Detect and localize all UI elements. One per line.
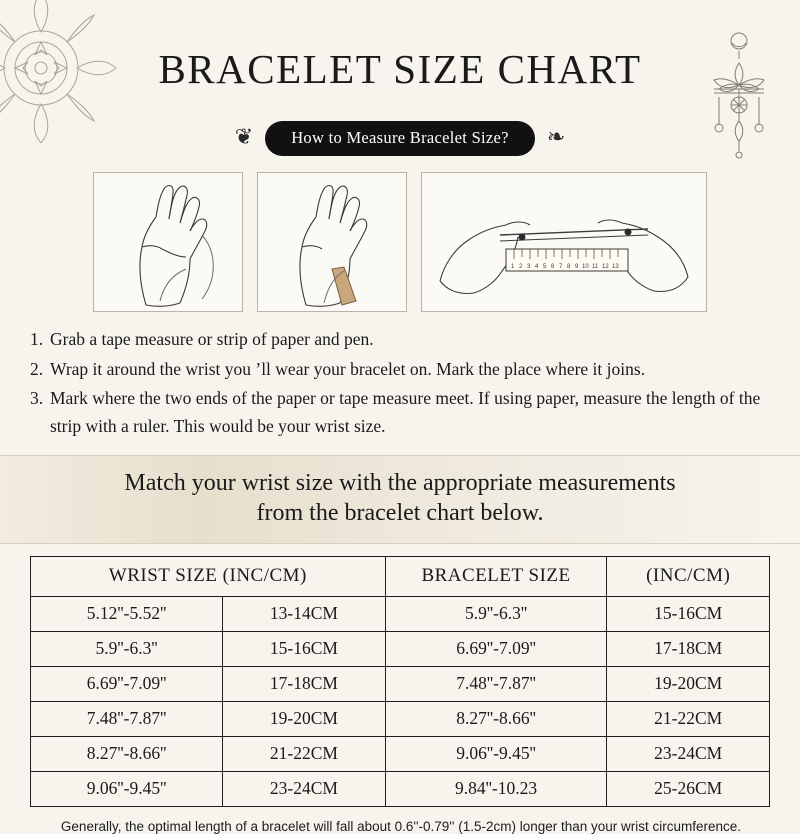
instruction-images xyxy=(0,172,800,312)
table-row xyxy=(31,596,770,631)
banner-line-2: from the bracelet chart below. xyxy=(256,500,544,527)
cell-wrist-inch: 5.12''-5.52'' xyxy=(31,596,223,631)
size-chart-page xyxy=(0,27,800,834)
photo-hand-with-tape-measure xyxy=(93,172,243,312)
svg-text:8: 8 xyxy=(567,263,571,270)
step-text: Wrap it around the wrist you ʼll wear your bracelet on. Mark the place where it joins. xyxy=(50,358,646,379)
match-size-banner xyxy=(0,455,800,544)
footnote: Generally, the optimal length of a bracelet will fall about 0.6''-0.79'' (1.5-2cm) longer than your wrist circumference. xyxy=(60,818,742,834)
subtitle-row xyxy=(0,121,800,156)
cell-bracelet-inch: 9.84''-10.23 xyxy=(385,771,607,806)
table-row xyxy=(31,736,770,771)
cell-bracelet-inch: 8.27''-8.66'' xyxy=(385,701,607,736)
step-item xyxy=(30,356,772,384)
flourish-right-icon: ❧ xyxy=(546,125,566,151)
size-table-wrapper xyxy=(30,556,770,807)
photo-hand-with-paper-strip xyxy=(257,172,407,312)
flourish-left-icon: ❦ xyxy=(234,125,254,151)
cell-bracelet-cm: 19-20CM xyxy=(607,666,770,701)
cell-bracelet-cm: 17-18CM xyxy=(607,631,770,666)
svg-text:4: 4 xyxy=(535,263,539,270)
step-number: 2. xyxy=(30,358,44,379)
cell-wrist-cm: 13-14CM xyxy=(223,596,386,631)
svg-text:6: 6 xyxy=(551,263,555,270)
cell-wrist-inch: 5.9''-6.3'' xyxy=(31,631,223,666)
cell-bracelet-cm: 21-22CM xyxy=(607,701,770,736)
svg-text:9: 9 xyxy=(575,263,579,270)
cell-wrist-cm: 17-18CM xyxy=(223,666,386,701)
svg-text:12: 12 xyxy=(602,263,609,270)
table-head xyxy=(31,556,770,596)
instruction-steps xyxy=(30,326,772,441)
step-item xyxy=(30,326,772,354)
step-number: 3. xyxy=(30,388,44,409)
table-row xyxy=(31,666,770,701)
svg-text:3: 3 xyxy=(527,263,531,270)
table-body xyxy=(31,596,770,806)
cell-bracelet-inch: 5.9''-6.3'' xyxy=(385,596,607,631)
header-bracelet-unit: (INC/CM) xyxy=(607,556,770,596)
cell-bracelet-inch: 9.06''-9.45'' xyxy=(385,736,607,771)
size-table xyxy=(30,556,770,807)
page-title: BRACELET SIZE CHART xyxy=(158,46,642,93)
step-text: Grab a tape measure or strip of paper and pen. xyxy=(50,328,374,349)
cell-bracelet-cm: 25-26CM xyxy=(607,771,770,806)
cell-wrist-cm: 15-16CM xyxy=(223,631,386,666)
header-wrist-size: WRIST SIZE (INC/CM) xyxy=(31,556,386,596)
cell-wrist-inch: 7.48''-7.87'' xyxy=(31,701,223,736)
svg-text:7: 7 xyxy=(559,263,563,270)
subtitle-pill: How to Measure Bracelet Size? xyxy=(265,121,535,156)
cell-wrist-inch: 8.27''-8.66'' xyxy=(31,736,223,771)
svg-text:13: 13 xyxy=(612,263,619,270)
cell-bracelet-inch: 7.48''-7.87'' xyxy=(385,666,607,701)
svg-text:5: 5 xyxy=(543,263,547,270)
svg-text:2: 2 xyxy=(519,263,523,270)
cell-bracelet-cm: 23-24CM xyxy=(607,736,770,771)
step-text: Mark where the two ends of the paper or tape measure meet. If using paper, measure the length of the strip with a ruler. This would be your wrist size. xyxy=(50,388,761,436)
banner-line-1: Match your wrist size with the appropriate measurements xyxy=(124,469,676,496)
cell-wrist-cm: 23-24CM xyxy=(223,771,386,806)
table-row xyxy=(31,701,770,736)
svg-text:10: 10 xyxy=(582,263,589,270)
table-row xyxy=(31,771,770,806)
cell-bracelet-inch: 6.69''-7.09'' xyxy=(385,631,607,666)
cell-wrist-cm: 19-20CM xyxy=(223,701,386,736)
step-item xyxy=(30,385,772,440)
table-header-row xyxy=(31,556,770,596)
svg-text:1: 1 xyxy=(511,263,515,270)
cell-wrist-inch: 6.69''-7.09'' xyxy=(31,666,223,701)
table-row xyxy=(31,631,770,666)
step-number: 1. xyxy=(30,328,44,349)
cell-wrist-inch: 9.06''-9.45'' xyxy=(31,771,223,806)
photo-hands-measuring-with-ruler xyxy=(421,172,707,312)
cell-bracelet-cm: 15-16CM xyxy=(607,596,770,631)
cell-wrist-cm: 21-22CM xyxy=(223,736,386,771)
header-bracelet-size: BRACELET SIZE xyxy=(385,556,607,596)
svg-text:11: 11 xyxy=(592,263,599,270)
